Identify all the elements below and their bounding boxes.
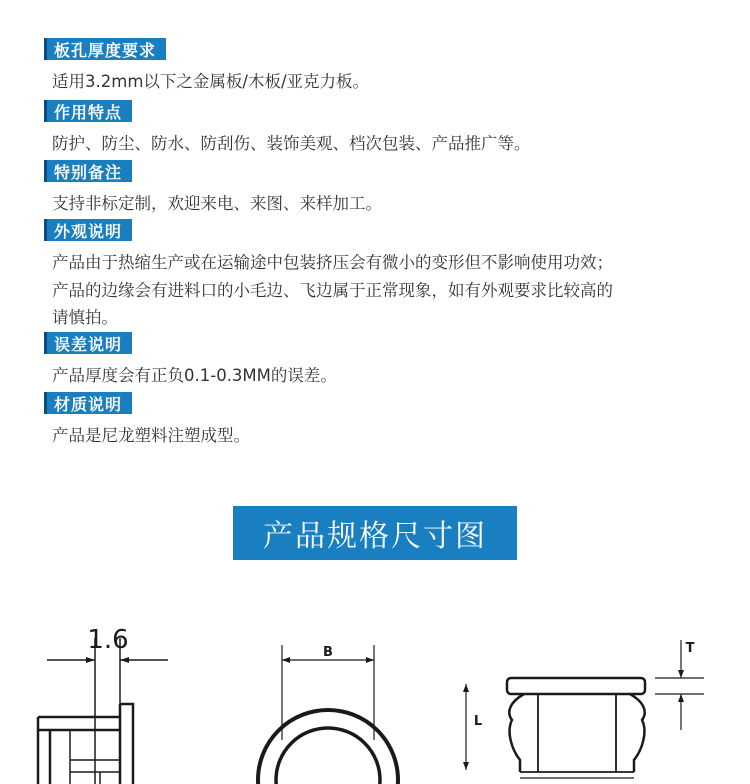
section-appearance [44, 219, 730, 332]
text-line: 产品由于热缩生产或在运输途中包装挤压会有微小的变形但不影响使用功效； [52, 253, 613, 272]
tag-label: 板孔厚度要求 [54, 40, 157, 60]
top-view [258, 645, 398, 784]
text-line: 产品厚度会有正负0.1-0.3MM的误差。 [52, 366, 337, 385]
spec-banner: 产品规格尺寸图 [233, 506, 517, 560]
tag-bar [44, 100, 47, 122]
tag-label: 外观说明 [54, 221, 123, 241]
section-tag [44, 219, 132, 241]
text-line: 产品的边缘会有进料口的小毛边、飞边属于正常现象，如有外观要求比较高的 [52, 280, 613, 300]
section-text [52, 130, 730, 158]
text-line: 请慎拍。 [52, 308, 118, 327]
front-view [463, 640, 704, 778]
tag-label: 误差说明 [54, 334, 123, 354]
text-line: 防护、防尘、防水、防刮伤、装饰美观、档次包装、产品推广等。 [52, 134, 531, 153]
section-text [52, 249, 730, 332]
section-tag [44, 100, 132, 122]
text-line: 支持非标定制，欢迎来电、来图、来样加工。 [52, 194, 382, 213]
dim-l-label: L [473, 714, 483, 729]
section-text [52, 68, 730, 96]
dim-b-label: B [323, 645, 333, 660]
section-material [44, 392, 730, 450]
text-line: 产品是尼龙塑料注塑成型。 [52, 426, 250, 445]
dim-t-label: T [685, 641, 695, 656]
section-board-thickness [44, 38, 730, 96]
tag-bar [44, 160, 47, 182]
section-tag [44, 160, 132, 182]
section-tolerance [44, 332, 730, 390]
section-text [52, 422, 730, 450]
tag-label: 材质说明 [54, 394, 123, 414]
tag-label: 作用特点 [54, 102, 123, 122]
tag-bar [44, 392, 47, 414]
tag-label: 特别备注 [54, 162, 123, 182]
section-tag [44, 38, 166, 60]
section-text [52, 190, 730, 218]
section-special-notes [44, 160, 730, 218]
section-features [44, 100, 730, 158]
tag-bar [44, 332, 47, 354]
dim-thickness-label: 1.6 [87, 625, 129, 655]
section-text [52, 362, 730, 390]
section-tag [44, 332, 132, 354]
dimension-drawing [0, 600, 750, 784]
tag-bar [44, 38, 47, 60]
section-tag [44, 392, 132, 414]
text-line: 适用3.2mm以下之金属板/木板/亚克力板。 [52, 72, 370, 91]
tag-bar [44, 219, 47, 241]
side-view [38, 638, 168, 784]
